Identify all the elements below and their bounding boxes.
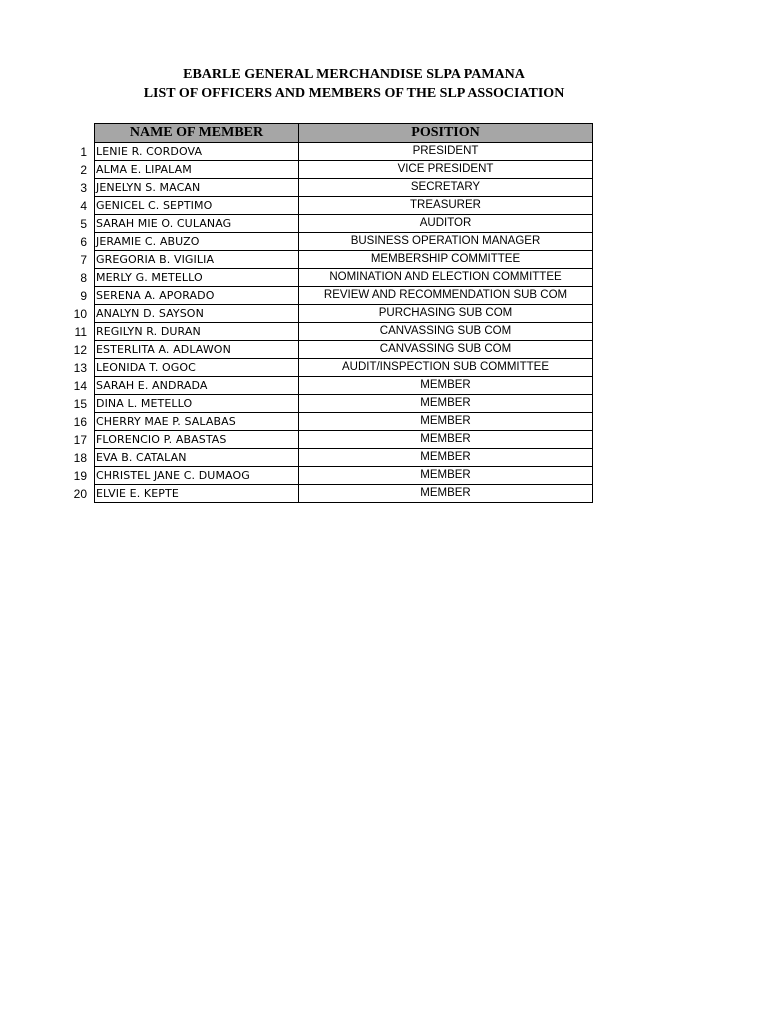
member-name-cell: JERAMIE C. ABUZO: [95, 233, 299, 251]
table-row: [95, 485, 593, 503]
document-title: EBARLE GENERAL MERCHANDISE SLPA PAMANA: [183, 67, 525, 82]
table-row: [95, 197, 593, 215]
member-position-cell: BUSINESS OPERATION MANAGER: [299, 233, 593, 251]
member-name-cell: MERLY G. METELLO: [95, 269, 299, 287]
member-position-cell: PURCHASING SUB COM: [299, 305, 593, 323]
member-name-cell: FLORENCIO P. ABASTAS: [95, 431, 299, 449]
member-name-cell: GENICEL C. SEPTIMO: [95, 197, 299, 215]
row-number: 10: [73, 306, 87, 321]
member-name-cell: LENIE R. CORDOVA: [95, 143, 299, 161]
member-position-cell: CANVASSING SUB COM: [299, 341, 593, 359]
row-number: 1: [80, 144, 87, 159]
column-header-name: NAME OF MEMBER: [95, 124, 299, 143]
table-row: [95, 359, 593, 377]
table-row: [95, 395, 593, 413]
table-row: [95, 161, 593, 179]
table-row: [95, 413, 593, 431]
row-number: 18: [73, 450, 87, 465]
member-position-cell: MEMBER: [299, 449, 593, 467]
row-number: 6: [80, 234, 87, 249]
member-name-cell: ELVIE E. KEPTE: [95, 485, 299, 503]
member-position-cell: CANVASSING SUB COM: [299, 323, 593, 341]
row-number: 2: [80, 162, 87, 177]
members-table: [94, 123, 593, 503]
member-position-cell: PRESIDENT: [299, 143, 593, 161]
member-position-cell: SECRETARY: [299, 179, 593, 197]
member-position-cell: REVIEW AND RECOMMENDATION SUB COM: [299, 287, 593, 305]
row-number: 3: [80, 180, 87, 195]
row-number: 13: [73, 360, 87, 375]
member-name-cell: DINA L. METELLO: [95, 395, 299, 413]
row-number: 12: [73, 342, 87, 357]
member-position-cell: MEMBER: [299, 431, 593, 449]
member-position-cell: MEMBER: [299, 467, 593, 485]
member-position-cell: NOMINATION AND ELECTION COMMITTEE: [299, 269, 593, 287]
member-position-cell: MEMBERSHIP COMMITTEE: [299, 251, 593, 269]
row-number: 11: [74, 324, 87, 339]
document-subtitle: LIST OF OFFICERS AND MEMBERS OF THE SLP ASSOCIATION: [143, 86, 565, 101]
table-row: [95, 431, 593, 449]
member-name-cell: ANALYN D. SAYSON: [95, 305, 299, 323]
table-row: [95, 323, 593, 341]
column-header-position: POSITION: [299, 124, 593, 143]
row-number: 17: [73, 432, 87, 447]
member-name-cell: SERENA A. APORADO: [95, 287, 299, 305]
member-name-cell: JENELYN S. MACAN: [95, 179, 299, 197]
table-row: [95, 251, 593, 269]
member-name-cell: REGILYN R. DURAN: [95, 323, 299, 341]
member-name-cell: EVA B. CATALAN: [95, 449, 299, 467]
member-name-cell: CHERRY MAE P. SALABAS: [95, 413, 299, 431]
member-position-cell: MEMBER: [299, 485, 593, 503]
table-row: [95, 287, 593, 305]
row-number: 19: [73, 468, 87, 483]
table-row: [95, 269, 593, 287]
table-row: [95, 233, 593, 251]
member-name-cell: ESTERLITA A. ADLAWON: [95, 341, 299, 359]
table-row: [95, 305, 593, 323]
member-position-cell: TREASURER: [299, 197, 593, 215]
member-position-cell: MEMBER: [299, 377, 593, 395]
member-name-cell: SARAH MIE O. CULANAG: [95, 215, 299, 233]
row-number: 4: [80, 198, 87, 213]
row-number: 7: [80, 252, 87, 267]
row-number: 9: [80, 288, 87, 303]
member-name-cell: GREGORIA B. VIGILIA: [95, 251, 299, 269]
table-header-row: [95, 124, 593, 143]
member-position-cell: MEMBER: [299, 413, 593, 431]
member-name-cell: CHRISTEL JANE C. DUMAOG: [95, 467, 299, 485]
row-number: 15: [73, 396, 87, 411]
table-row: [95, 377, 593, 395]
row-number: 8: [80, 270, 87, 285]
row-number: 20: [73, 486, 87, 501]
member-position-cell: AUDITOR: [299, 215, 593, 233]
member-name-cell: SARAH E. ANDRADA: [95, 377, 299, 395]
table-row: [95, 215, 593, 233]
member-position-cell: AUDIT/INSPECTION SUB COMMITTEE: [299, 359, 593, 377]
member-position-cell: VICE PRESIDENT: [299, 161, 593, 179]
table-row: [95, 179, 593, 197]
table-row: [95, 467, 593, 485]
row-number: 14: [73, 378, 87, 393]
row-number: 16: [73, 414, 87, 429]
table-row: [95, 341, 593, 359]
table-row: [95, 143, 593, 161]
member-position-cell: MEMBER: [299, 395, 593, 413]
row-number: 5: [80, 216, 87, 231]
member-name-cell: LEONIDA T. OGOC: [95, 359, 299, 377]
member-name-cell: ALMA E. LIPALAM: [95, 161, 299, 179]
table-row: [95, 449, 593, 467]
